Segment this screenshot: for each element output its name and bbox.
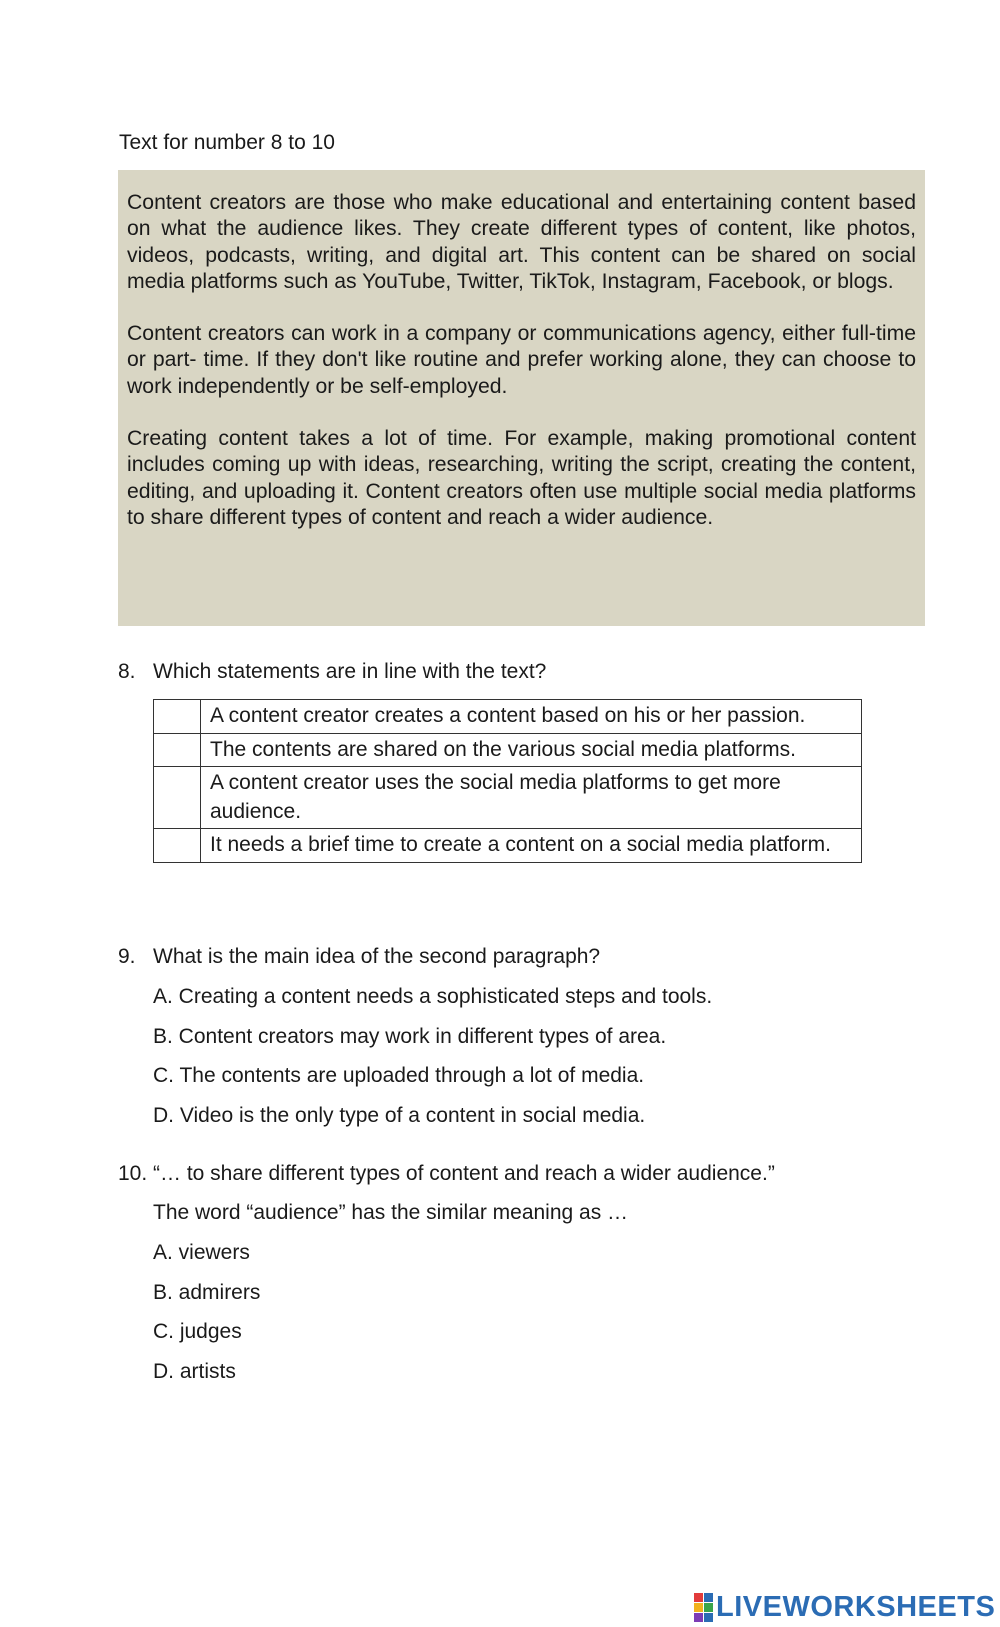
statement-text: A content creator uses the social media platforms to get more audience.	[201, 767, 862, 829]
statement-text: A content creator creates a content based on his or her passion.	[201, 700, 862, 734]
answer-checkbox[interactable]	[154, 829, 201, 863]
statement-table	[153, 699, 862, 863]
answer-option-a[interactable]: A. Creating a content needs a sophisticated steps and tools.	[153, 985, 713, 1008]
question-text: The word “audience” has the similar meaning as …	[153, 1201, 629, 1224]
question-number: 9.	[118, 945, 136, 968]
passage-paragraph-3: Creating content takes a lot of time. For example, making promotional content includes coming up with ideas, researching, writing the script, creating the content, editing, and uploading it. Content creators often use multiple social media platforms to share different types of content and reach a wider audience.	[127, 427, 916, 529]
answer-option-c[interactable]: C. judges	[153, 1320, 242, 1343]
logo-square	[704, 1603, 713, 1612]
section-title: Text for number 8 to 10	[119, 131, 335, 154]
answer-option-c[interactable]: C. The contents are uploaded through a lot of media.	[153, 1064, 645, 1087]
statement-text: It needs a brief time to create a content on a social media platform.	[201, 829, 862, 863]
answer-option-b[interactable]: B. admirers	[153, 1281, 261, 1304]
logo-text: LIVEWORKSHEETS	[716, 1590, 996, 1623]
logo-mark-icon	[694, 1593, 713, 1622]
table-row	[154, 829, 862, 863]
logo-square	[694, 1613, 703, 1622]
passage-paragraph-1: Content creators are those who make educational and entertaining content based on what the audience likes. They create different types of content, like photos, videos, podcasts, writing, and digital art. This content can be shared on social media platforms such as YouTube, Twitter, TikTok, Instagram, Facebook, or blogs.	[127, 191, 916, 293]
answer-checkbox[interactable]	[154, 733, 201, 767]
question-text: Which statements are in line with the text?	[153, 660, 547, 683]
reading-passage	[118, 170, 925, 626]
answer-checkbox[interactable]	[154, 700, 201, 734]
table-row	[154, 767, 862, 829]
liveworksheets-logo	[694, 1592, 995, 1622]
table-row	[154, 733, 862, 767]
question-number: 8.	[118, 660, 136, 683]
logo-square	[704, 1593, 713, 1602]
question-number: 10.	[118, 1162, 148, 1185]
answer-option-a[interactable]: A. viewers	[153, 1241, 250, 1264]
question-text: What is the main idea of the second paragraph?	[153, 945, 601, 968]
question-quote: “… to share different types of content and reach a wider audience.”	[153, 1162, 775, 1185]
answer-checkbox[interactable]	[154, 767, 201, 829]
answer-option-d[interactable]: D. artists	[153, 1360, 236, 1383]
answer-option-d[interactable]: D. Video is the only type of a content in social media.	[153, 1104, 646, 1127]
statement-text: The contents are shared on the various social media platforms.	[201, 733, 862, 767]
answer-option-b[interactable]: B. Content creators may work in different types of area.	[153, 1025, 667, 1048]
passage-paragraph-2: Content creators can work in a company or communications agency, either full-time or part- time. If they don't like routine and prefer working alone, they can choose to work independently or be self-employed.	[127, 322, 916, 398]
logo-square	[694, 1603, 703, 1612]
logo-square	[704, 1613, 713, 1622]
table-row	[154, 700, 862, 734]
logo-square	[694, 1593, 703, 1602]
